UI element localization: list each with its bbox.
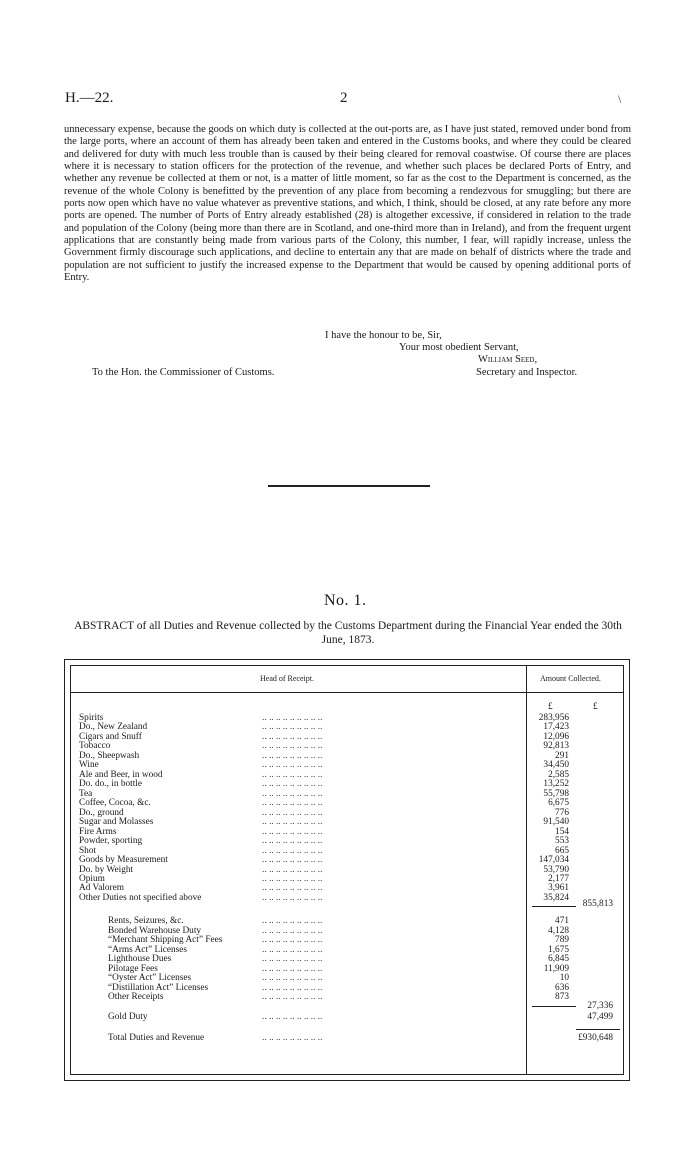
letter-paragraph: unnecessary expense, because the goods on which duty is collected at the out-ports are, as I have just stated, removed under bond from the large ports, where an account of them has already been taken and entered in the Customs books, and where they could be cleared and delivered for duty with much less trouble than is caused by their being cleared for removal coastwise. Of course there are places where it is necessary to station officers for the protection of the revenue, and whether such places be declared Ports of Entry, and whether any revenue be collected at them or not, is a matter of little moment, so far as the cost to the Department is concerned, as the revenue of the whole Colony is benefitted by the prevention of any place from becoming a rendezvous for smuggling; but there are ports now open which have no value whatever as preventive stations, and which, I think, should be closed, at any rate before any more ports are opened. The number of Ports of Entry already established (28) is altogether excessive, if considered in relation to the trade and population of the Colony (being more than there are in Scotland, and one-third more than in Ireland), and from the frequent urgent applications that are constantly being made from various parts of the Colony, this number, I fear, will rapidly increase, unless the Government firmly discourage such applications, and decline to entertain any that are made on behalf of districts where the trade and population are not sufficient to justify the increased expense to the Department that would be caused by opening additional ports of Entry. <box>64 124 631 284</box>
row-label: Fire Arms <box>79 826 117 837</box>
row-value: 553 <box>555 836 569 847</box>
row-label: “Oyster Act” Licenses <box>108 973 192 984</box>
row-value: 154 <box>555 826 569 837</box>
leader-dots: .. .. .. .. .. .. .. .. .. <box>262 935 323 946</box>
column-head-amount: Amount Collected. <box>540 674 601 683</box>
row-label: Ale and Beer, in wood <box>79 769 163 780</box>
subtotal-value: £930,648 <box>578 1032 613 1043</box>
row-value: 91,540 <box>543 817 569 828</box>
row-value: 6,675 <box>548 798 569 809</box>
row-value: 471 <box>555 916 569 927</box>
leader-dots: .. .. .. .. .. .. .. .. .. <box>262 916 323 927</box>
leader-dots: .. .. .. .. .. .. .. .. .. <box>262 944 323 955</box>
row-label: Lighthouse Dues <box>108 954 172 965</box>
leader-dots: .. .. .. .. .. .. .. .. .. <box>262 750 323 761</box>
row-value: 13,252 <box>543 779 569 790</box>
unit-pound: £ <box>593 702 598 712</box>
addressee: To the Hon. the Commissioner of Customs. <box>92 367 275 378</box>
letter-body <box>64 124 631 284</box>
row-label: “Distillation Act” Licenses <box>108 982 209 993</box>
unit-pound: £ <box>548 702 553 712</box>
row-value: 12,096 <box>543 731 569 742</box>
subtotal-value: 47,499 <box>587 1011 613 1022</box>
subtotal-value: 27,336 <box>587 1000 613 1011</box>
abstract-number: No. 1. <box>324 592 367 609</box>
row-label: Sugar and Molasses <box>79 817 154 828</box>
leader-dots: .. .. .. .. .. .. .. .. .. <box>262 760 323 771</box>
row-value: 2,585 <box>548 769 569 780</box>
row-value: 283,956 <box>538 713 569 723</box>
leader-dots: .. .. .. .. .. .. .. .. .. <box>262 722 323 733</box>
row-value: 35,824 <box>543 892 569 903</box>
leader-dots: .. .. .. .. .. .. .. .. .. <box>262 963 323 974</box>
leader-dots: .. .. .. .. .. .. .. .. .. <box>262 925 323 936</box>
row-label: Rents, Seizures, &c. <box>108 916 184 927</box>
leader-dots: .. .. .. .. .. .. .. .. .. <box>262 892 323 903</box>
row-value: 34,450 <box>543 760 569 771</box>
total-rule <box>576 1029 620 1030</box>
signature: William Seed, <box>478 354 538 365</box>
leader-dots: .. .. .. .. .. .. .. .. .. <box>262 973 323 984</box>
row-label: Goods by Measurement <box>79 855 168 866</box>
row-label: “Arms Act” Licenses <box>108 944 187 955</box>
row-label: “Merchant Shipping Act” Fees <box>108 935 223 946</box>
row-value: 665 <box>555 845 569 856</box>
leader-dots: .. .. .. .. .. .. .. .. .. <box>262 836 323 847</box>
row-label: Do., New Zealand <box>79 722 148 733</box>
row-label: Gold Duty <box>108 1011 148 1022</box>
row-label: Coffee, Cocoa, &c. <box>79 798 151 809</box>
leader-dots: .. .. .. .. .. .. .. .. .. <box>262 788 323 799</box>
abstract-title: ABSTRACT of all Duties and Revenue collected by the Customs Department during the Financial Year ended the 30th June, 1873. <box>74 620 622 646</box>
row-label: Other Duties not specified above <box>79 892 202 903</box>
closing-servant: Your most obedient Servant, <box>399 342 519 353</box>
row-value: 776 <box>555 807 569 818</box>
row-label: Cigars and Snuff <box>79 731 142 742</box>
tick-mark: \ <box>618 92 622 106</box>
row-label: Do. do., in bottle <box>79 779 143 790</box>
row-label: Tea <box>79 788 93 799</box>
leader-dots: .. .. .. .. .. .. .. .. .. <box>262 1011 323 1022</box>
row-value: 11,909 <box>543 963 569 974</box>
row-label: Do. by Weight <box>79 864 134 875</box>
leader-dots: .. .. .. .. .. .. .. .. .. <box>262 1032 323 1043</box>
leader-dots: .. .. .. .. .. .. .. .. .. <box>262 769 323 780</box>
leader-dots: .. .. .. .. .. .. .. .. .. <box>262 954 323 965</box>
leader-dots: .. .. .. .. .. .. .. .. .. <box>262 798 323 809</box>
row-label: Tobacco <box>79 741 111 752</box>
row-value: 873 <box>555 992 569 1003</box>
leader-dots: .. .. .. .. .. .. .. .. .. <box>262 883 323 894</box>
row-label: Total Duties and Revenue <box>108 1032 205 1043</box>
row-label: Ad Valorem <box>79 883 125 894</box>
leader-dots: .. .. .. .. .. .. .. .. .. <box>262 713 323 723</box>
leader-dots: .. .. .. .. .. .. .. .. .. <box>262 845 323 856</box>
row-label: Do., Sheepwash <box>79 750 140 761</box>
row-value: 53,790 <box>543 864 569 875</box>
leader-dots: .. .. .. .. .. .. .. .. .. <box>262 807 323 818</box>
row-value: 3,961 <box>548 883 569 894</box>
closing-line: I have the honour to be, Sir, <box>325 330 442 341</box>
row-value: 4,128 <box>548 925 569 936</box>
leader-dots: .. .. .. .. .. .. .. .. .. <box>262 992 323 1003</box>
leader-dots: .. .. .. .. .. .. .. .. .. <box>262 826 323 837</box>
page-number: 2 <box>340 90 348 106</box>
row-value: 55,798 <box>543 788 569 799</box>
leader-dots: .. .. .. .. .. .. .. .. .. <box>262 741 323 752</box>
leader-dots: .. .. .. .. .. .. .. .. .. <box>262 731 323 742</box>
row-label: Spirits <box>79 713 104 723</box>
leader-dots: .. .. .. .. .. .. .. .. .. <box>262 855 323 866</box>
leader-dots: .. .. .. .. .. .. .. .. .. <box>262 982 323 993</box>
row-label: Bonded Warehouse Duty <box>108 925 202 936</box>
row-value: 789 <box>555 935 569 946</box>
row-label: Shot <box>79 845 97 856</box>
leader-dots: .. .. .. .. .. .. .. .. .. <box>262 873 323 884</box>
document-reference: H.—22. <box>65 90 114 106</box>
row-value: 92,813 <box>543 741 569 752</box>
row-value: 6,845 <box>548 954 569 965</box>
row-value: 147,034 <box>538 855 569 866</box>
row-label: Wine <box>79 760 99 771</box>
row-label: Opium <box>79 873 105 884</box>
leader-dots: .. .. .. .. .. .. .. .. .. <box>262 779 323 790</box>
row-value: 10 <box>559 973 569 984</box>
row-value: 2,177 <box>548 873 569 884</box>
section-divider <box>268 485 430 487</box>
row-value: 291 <box>555 750 569 761</box>
column-head-receipt: Head of Receipt. <box>260 674 314 683</box>
subtotal-value: 855,813 <box>582 899 613 910</box>
row-label: Pilotage Fees <box>108 963 158 974</box>
row-value: 17,423 <box>543 722 569 733</box>
row-label: Other Receipts <box>108 992 164 1003</box>
row-value: 636 <box>555 982 569 993</box>
signatory-title: Secretary and Inspector. <box>476 367 578 378</box>
header-rule <box>70 692 624 693</box>
row-label: Do., ground <box>79 807 124 818</box>
leader-dots: .. .. .. .. .. .. .. .. .. <box>262 817 323 828</box>
row-label: Powder, sporting <box>79 836 143 847</box>
leader-dots: .. .. .. .. .. .. .. .. .. <box>262 864 323 875</box>
row-value: 1,675 <box>548 944 569 955</box>
